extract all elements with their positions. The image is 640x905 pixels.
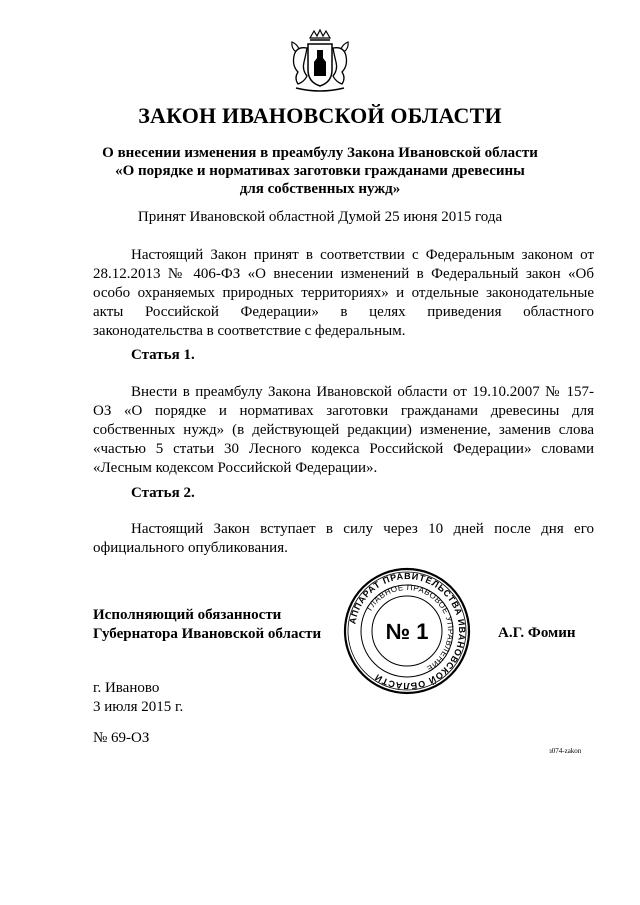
seal-outer-text: АППАРАТ ПРАВИТЕЛЬСТВА ИВАНОВСКОЙ ОБЛАСТИ xyxy=(347,570,468,692)
document-subtitle xyxy=(0,144,640,198)
article-1-heading: Статья 1. xyxy=(131,347,195,363)
article-2-text: Настоящий Закон вступает в силу через 10 дней после дня его официального опубликования. xyxy=(93,521,594,556)
subtitle-line: для собственных нужд» xyxy=(239,181,401,197)
signatory-position-line: Губернатора Ивановской области xyxy=(93,626,322,642)
adoption-statement: Принят Ивановской областной Думой 25 июня 2015 года xyxy=(137,209,503,225)
subtitle-line: О внесении изменения в преамбулу Закона Ивановской области xyxy=(102,145,538,161)
seal-number: № 1 xyxy=(385,619,429,644)
signatory-name: А.Г. Фомин xyxy=(498,625,576,641)
law-number: № 69-ОЗ xyxy=(93,730,150,746)
signing-date: 3 июля 2015 г. xyxy=(93,699,184,715)
coat-of-arms-emblem xyxy=(288,28,352,94)
article-2-heading: Статья 2. xyxy=(131,485,195,501)
document-title: ЗАКОН ИВАНОВСКОЙ ОБЛАСТИ xyxy=(138,103,502,128)
place-and-date xyxy=(93,679,183,717)
city: г. Иваново xyxy=(93,680,160,696)
intro-paragraph: Настоящий Закон принят в соответствии с Федеральным законом от 28.12.2013 № 406-ФЗ «О внесении изменений в Федеральный закон «Об особо охраняемых природных территориях» и отдельные законодательные акты Российской Федерации» в целях приведения областного законодательства в соответствие с федеральным. xyxy=(93,247,594,339)
signatory-position-line: Исполняющий обязанности xyxy=(93,607,282,623)
document-code: з074-zakon xyxy=(549,747,582,755)
official-seal xyxy=(343,567,471,695)
signatory-position xyxy=(93,606,321,644)
seal-inner-text: ГЛАВНОЕ ПРАВОВОЕ УПРАВЛЕНИЕ xyxy=(365,582,456,674)
article-1-text: Внести в преамбулу Закона Ивановской области от 19.10.2007 № 157-ОЗ «О порядке и нормативах заготовки гражданами древесины для собственных нужд» (в действующей редакции) изменение, заменив слова «частью 5 статьи 30 Лесного кодекса Российской Федерации» словами «Лесным кодексом Российской Федерации». xyxy=(93,384,594,476)
subtitle-line: «О порядке и нормативах заготовки гражданами древесины xyxy=(115,163,525,179)
